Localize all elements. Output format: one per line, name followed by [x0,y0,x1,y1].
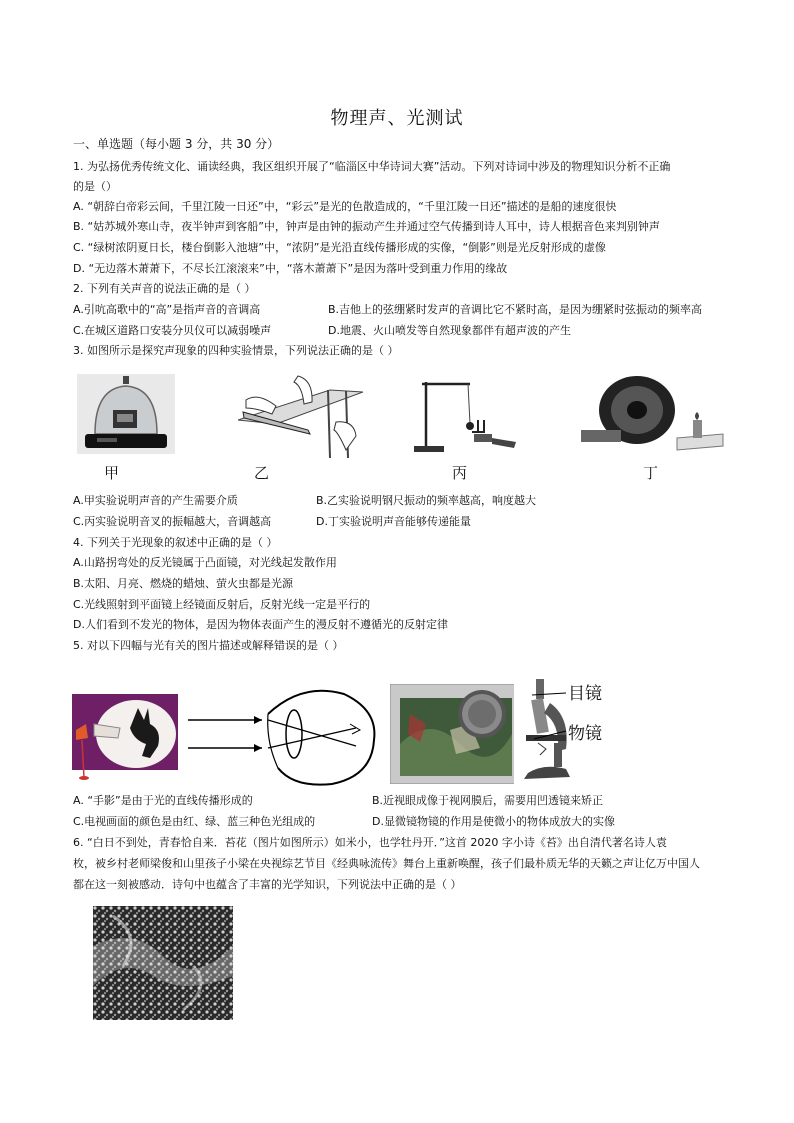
q6-stem-line1: 6. “白日不到处，青春恰自来．苔花（图片如图所示）如米小，也学牡丹开．”这首 2020 字小诗《苔》出自清代著名诗人袁 [73,836,667,849]
q5-stem: 5. 对以下四幅与光有关的图片描述或解释错误的是（ ） [73,639,344,652]
section-heading: 一、单选题（每小题 3 分，共 30 分） [73,137,280,151]
figure-label-jia: 甲 [104,464,120,482]
q6-stem-line2: 枚，被乡村老师梁俊和山里孩子小梁在央视综艺节目《经典咏流传》舞台上重新唤醒，孩子们最朴质无华的天籁之声让亿万中国人 [73,857,700,870]
eyepiece-label: 目镜 [568,684,602,704]
q4-stem: 4. 下列关于光现象的叙述中正确的是（ ） [73,536,278,549]
hand-shadow-figure [72,694,178,782]
q5-option-a: A. “手影”是由于光的直线传播形成的 [73,794,253,807]
q4-option-a: A.山路拐弯处的反光镜属于凸面镜，对光线起发散作用 [73,556,337,569]
page-title: 物理声、光测试 [330,108,464,129]
q5-option-c: C.电视画面的颜色是由红、绿、蓝三种色光组成的 [73,815,316,828]
figure-label-yi: 乙 [254,464,270,482]
q1-option-c: C. “绿树浓阴夏日长，楼台倒影入池塘”中，“浓阴”是光沿直线传播形成的实像，“倒影”则是光反射形成的虚像 [73,241,606,254]
q6-stem-line3: 都在这一刻被感动．诗句中也蕴含了丰富的光学知识，下列说法中正确的是（ ） [73,878,462,891]
q2-stem: 2. 下列有关声音的说法正确的是（ ） [73,282,256,295]
figure-label-ding: 丁 [643,464,659,482]
q2-option-d: D.地震、火山喷发等自然现象都伴有超声波的产生 [328,324,571,337]
q4-option-c: C.光线照射到平面镜上经镜面反射后，反射光线一定是平行的 [73,598,371,611]
q1-option-a: A. “朝辞白帝彩云间，千里江陵一日还”中，“彩云”是光的色散造成的，“千里江陵一日还”描述的是船的速度很快 [73,200,617,213]
tv-screen-figure [390,684,522,784]
q3-option-a: A.甲实验说明声音的产生需要介质 [73,494,238,507]
bell-jar-figure [77,374,175,454]
moss-photo [93,906,233,1020]
q2-option-a: A.引吭高歌中的“高”是指声音的音调高 [73,303,261,316]
q3-option-b: B.乙实验说明钢尺振动的频率越高，响度越大 [316,494,537,507]
q1-stem-line2: 的是（） [73,180,117,193]
q2-option-b: B.吉他上的弦绷紧时发声的音调比它不紧时高，是因为绷紧时弦振动的频率高 [328,303,703,316]
q4-option-d: D.人们看到不发光的物体，是因为物体表面产生的漫反射不遵循光的反射定律 [73,618,448,631]
speaker-candle-figure [577,372,727,456]
ruler-table-figure [238,372,363,458]
q1-option-d: D. “无边落木萧萧下，不尽长江滚滚来”中，“落木萧萧下”是因为落叶受到重力作用的缘故 [73,262,508,275]
figure-label-bing: 丙 [452,464,468,482]
q1-option-b: B. “姑苏城外寒山寺，夜半钟声到客船”中，钟声是由钟的振动产生并通过空气传播到诗人耳中，诗人根据音色来判别钟声 [73,220,660,233]
q3-stem: 3. 如图所示是探究声现象的四种实验情景，下列说法正确的是（ ） [73,344,399,357]
q3-option-c: C.丙实验说明音叉的振幅越大，音调越高 [73,515,272,528]
microscope-pointer-lines [520,683,570,749]
objective-label: 物镜 [568,724,602,744]
q4-option-b: B.太阳、月亮、燃烧的蜡烛、萤火虫都是光源 [73,577,294,590]
q3-option-d: D.丁实验说明声音能够传递能量 [316,515,471,528]
eye-diagram-figure [182,688,380,788]
q2-option-c: C.在城区道路口安装分贝仪可以减弱噪声 [73,324,272,337]
tuning-fork-figure [412,376,522,456]
q5-option-d: D.显微镜物镜的作用是使微小的物体成放大的实像 [372,815,615,828]
q1-stem-line1: 1. 为弘扬优秀传统文化、诵读经典，我区组织开展了“临淄区中华诗词大赛”活动。下列对诗词中涉及的物理知识分析不正确 [73,160,671,173]
q5-option-b: B.近视眼成像于视网膜后，需要用凹透镜来矫正 [372,794,604,807]
